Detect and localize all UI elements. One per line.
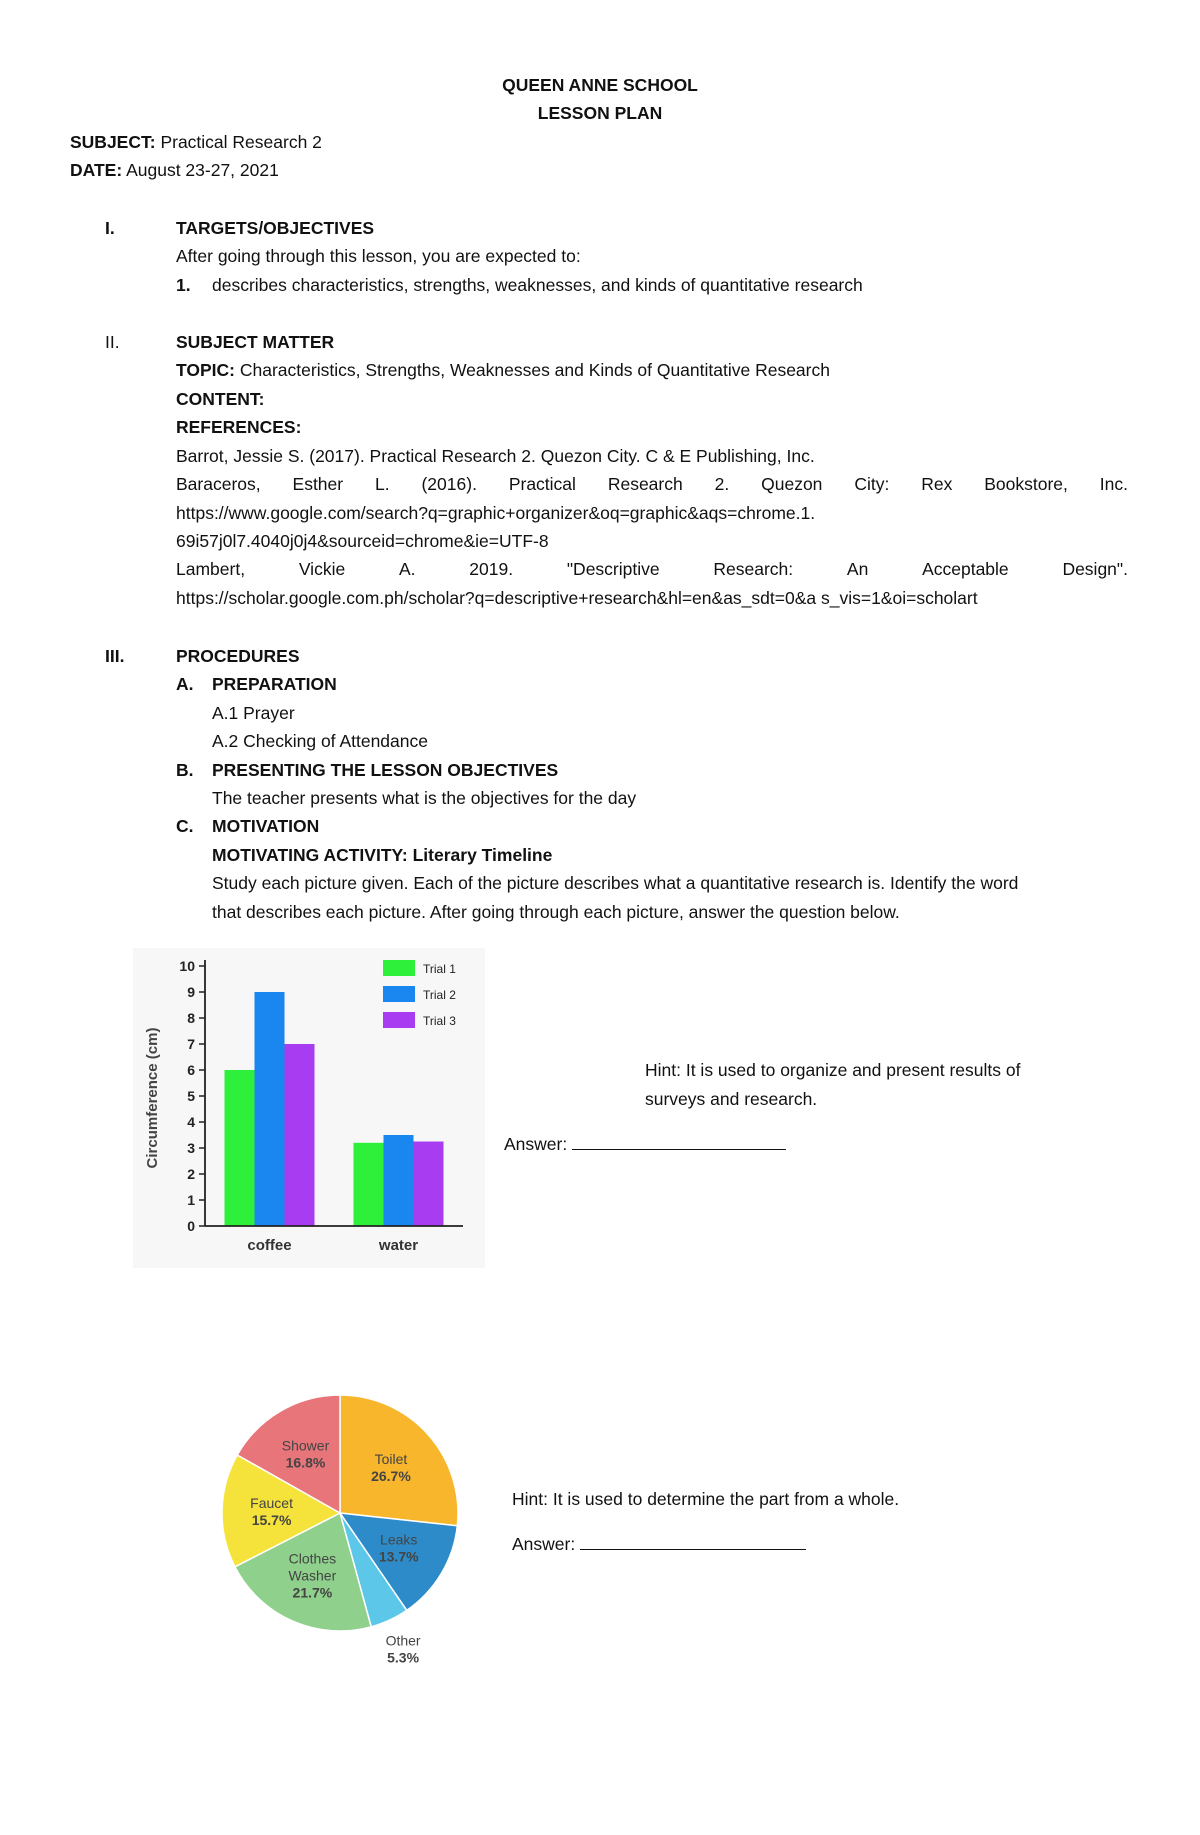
pie-name-faucet: Faucet [250, 1495, 293, 1512]
reference-2-url-line-1[interactable]: https://www.google.com/search?q=graphic+organizer&oq=graphic&aqs=chrome.1. [176, 503, 816, 523]
answer-2-line [512, 1531, 806, 1556]
reference-3-word: 2019. [469, 559, 514, 579]
bar-chart-y-tick-label: 2 [187, 1166, 195, 1182]
bar-water-trial-3 [414, 1142, 444, 1227]
hint-1-line-2: surveys and research. [645, 1089, 818, 1109]
reference-3-word: Acceptable [922, 559, 1009, 579]
step-a2: A.2 Checking of Attendance [212, 731, 428, 751]
answer-2-blank[interactable] [580, 1531, 806, 1550]
bar-coffee-trial-2 [255, 992, 285, 1226]
pie-label-toilet [371, 1451, 411, 1484]
section-3-number: III. [105, 646, 125, 666]
reference-3-word: "Descriptive [566, 559, 660, 579]
references-label: REFERENCES: [176, 417, 302, 437]
pie-label-shower [282, 1437, 330, 1470]
pie-label-other [386, 1633, 421, 1665]
pie-name-clothes-washer: Clothes [288, 1550, 337, 1567]
subject-line [70, 130, 322, 154]
step-a-title: PREPARATION [212, 674, 337, 694]
bar-chart-y-tick-label: 10 [179, 958, 195, 974]
step-a1: A.1 Prayer [212, 703, 295, 723]
reference-2-word: 2. [714, 474, 730, 494]
pie-value-toilet: 26.7% [371, 1467, 411, 1484]
pie-name-shower: Shower [281, 1437, 330, 1454]
pie-value-leaks: 13.7% [378, 1548, 419, 1565]
bar-chart-y-tick-label: 1 [187, 1192, 195, 1208]
reference-1: Barrot, Jessie S. (2017). Practical Research 2. Quezon City. C & E Publishing, Inc. [176, 446, 815, 466]
hint-1-line-1: Hint: It is used to organize and present results of [645, 1060, 1021, 1080]
reference-2-word: Quezon [761, 474, 823, 494]
bar-chart-y-tick-label: 4 [187, 1114, 195, 1130]
pie-value-shower: 16.8% [285, 1454, 326, 1471]
bar-chart-y-tick-label: 5 [187, 1088, 195, 1104]
bar-chart [133, 948, 485, 1268]
reference-3-word: Research: [713, 559, 794, 579]
legend-label: Trial 1 [423, 962, 456, 976]
legend-swatch [383, 986, 415, 1002]
bar-chart-y-tick-label: 7 [187, 1036, 195, 1052]
instructions-line-1: Study each picture given. Each of the picture describes what a quantitative research is. Identify the word [212, 873, 1019, 893]
bar-chart-y-tick-label: 8 [187, 1010, 195, 1026]
reference-3-word: An [846, 559, 869, 579]
activity-label: MOTIVATING ACTIVITY: [212, 845, 408, 865]
document-type: LESSON PLAN [537, 103, 663, 123]
reference-2-word: Research [607, 474, 683, 494]
legend-swatch [383, 1012, 415, 1028]
bar-chart-y-tick-label: 9 [187, 984, 195, 1000]
objectives-intro: After going through this lesson, you are expected to: [176, 246, 581, 266]
activity-line [212, 843, 552, 867]
pie-name-toilet: Toilet [374, 1450, 408, 1467]
bar-chart-y-tick-label: 6 [187, 1062, 195, 1078]
topic-value: Characteristics, Strengths, Weaknesses and Kinds of Quantitative Research [239, 360, 830, 380]
bar-chart-y-tick-label: 3 [187, 1140, 195, 1156]
date-value: August 23-27, 2021 [126, 160, 279, 180]
objective-text: describes characteristics, strengths, weaknesses, and kinds of quantitative research [212, 275, 863, 295]
instructions-line-2: that describes each picture. After going through each picture, answer the question below. [212, 902, 900, 922]
reference-2-word: Rex [921, 474, 953, 494]
activity-name: Literary Timeline [412, 845, 553, 865]
reference-2-word: (2016). [421, 474, 477, 494]
bar-chart-category-label: water [378, 1237, 419, 1254]
bar-chart-y-tick-label: 0 [187, 1218, 195, 1234]
reference-3-word: Vickie [298, 559, 346, 579]
bar-coffee-trial-3 [285, 1044, 315, 1226]
reference-2-word: Bookstore, [984, 474, 1068, 494]
section-1-title: TARGETS/OBJECTIVES [176, 218, 375, 238]
section-1-number: I. [105, 218, 115, 238]
reference-3 [176, 557, 1128, 581]
pie-value-clothes-washer: 21.7% [292, 1584, 333, 1601]
pie-name-clothes-washer: Washer [288, 1567, 337, 1584]
pie-label-faucet [250, 1495, 293, 1528]
step-b-text: The teacher presents what is the objectives for the day [212, 788, 637, 808]
step-c-letter: C. [176, 816, 194, 836]
subject-value: Practical Research 2 [160, 132, 322, 152]
bar-chart-category-label: coffee [247, 1237, 292, 1254]
bar-water-trial-2 [384, 1135, 414, 1226]
reference-2-word: Practical [508, 474, 576, 494]
answer-1-line [504, 1131, 786, 1156]
reference-3-word: A. [398, 559, 416, 579]
legend-label: Trial 3 [423, 1014, 456, 1028]
bar-coffee-trial-1 [225, 1070, 255, 1226]
topic-label: TOPIC: [176, 360, 235, 380]
legend-label: Trial 2 [423, 988, 456, 1002]
reference-2-word: Baraceros, [176, 474, 261, 494]
answer-1-blank[interactable] [572, 1131, 786, 1150]
hint-2: Hint: It is used to determine the part from a whole. [512, 1489, 900, 1509]
objective-number: 1. [176, 275, 191, 295]
section-2-number: II. [105, 332, 120, 352]
pie-name-other: Other [385, 1632, 421, 1649]
bar-water-trial-1 [354, 1143, 384, 1226]
answer-2-label: Answer: [512, 1534, 576, 1554]
pie-value-faucet: 15.7% [251, 1512, 292, 1529]
reference-2-word: City: [854, 474, 890, 494]
pie-label-clothes-washer [289, 1551, 337, 1601]
date-line [70, 158, 279, 182]
reference-3-word: Lambert, [176, 559, 246, 579]
pie-label-leaks [379, 1532, 419, 1565]
pie-value-other: 5.3% [387, 1649, 420, 1665]
section-2-title: SUBJECT MATTER [176, 332, 335, 352]
section-3-title: PROCEDURES [176, 646, 300, 666]
legend-swatch [383, 960, 415, 976]
date-label: DATE: [70, 160, 123, 180]
reference-2 [176, 472, 1128, 496]
answer-1-label: Answer: [504, 1134, 568, 1154]
pie-chart [218, 1385, 478, 1665]
bar-chart-y-axis-label: Circumference (cm) [144, 1027, 161, 1169]
step-c-title: MOTIVATION [212, 816, 320, 836]
step-b-title: PRESENTING THE LESSON OBJECTIVES [212, 760, 559, 780]
topic-line [176, 358, 830, 382]
reference-3-word: Design". [1062, 559, 1128, 579]
reference-3-url[interactable]: https://scholar.google.com.ph/scholar?q=descriptive+research&hl=en&as_sdt=0&a s_vis=1&oi=scholart [176, 588, 978, 608]
step-a-letter: A. [176, 674, 194, 694]
pie-name-leaks: Leaks [380, 1531, 418, 1548]
reference-2-word: L. [374, 474, 390, 494]
reference-2-word: Esther [292, 474, 344, 494]
subject-label: SUBJECT: [70, 132, 156, 152]
reference-2-url-line-2[interactable]: 69i57j0l7.4040j0j4&sourceid=chrome&ie=UTF-8 [176, 531, 549, 551]
school-name: QUEEN ANNE SCHOOL [502, 75, 698, 95]
content-label: CONTENT: [176, 389, 265, 409]
reference-2-word: Inc. [1099, 474, 1128, 494]
step-b-letter: B. [176, 760, 194, 780]
